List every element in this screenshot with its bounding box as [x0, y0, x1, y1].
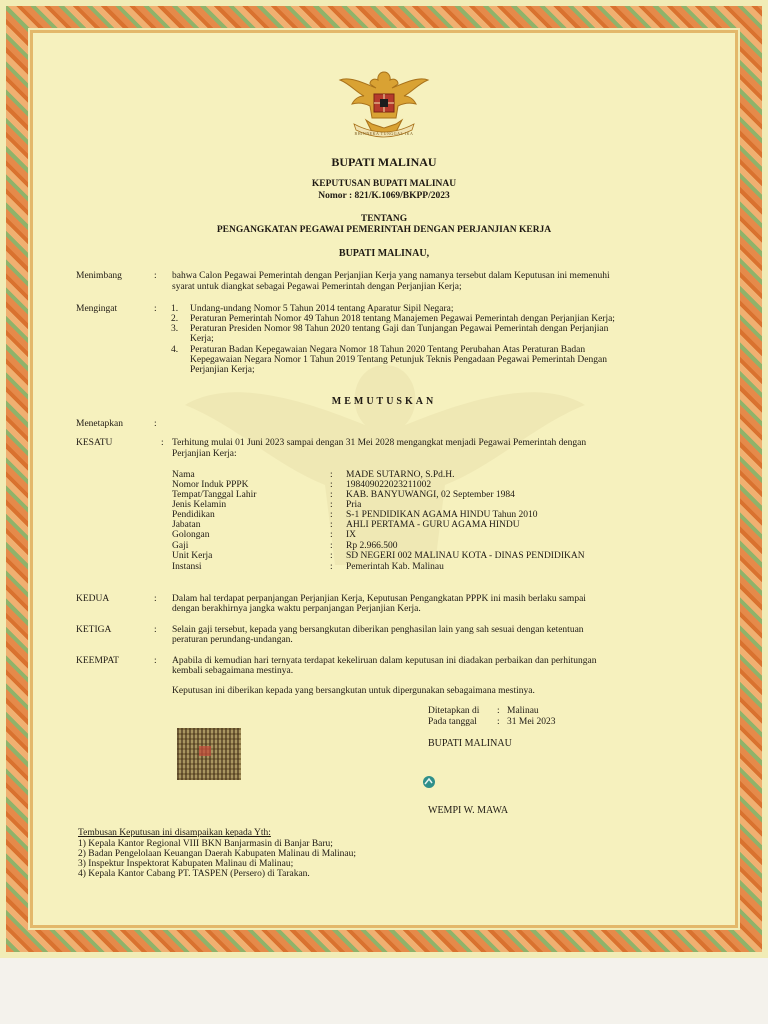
detail-value: Pria — [346, 500, 362, 510]
ketiga-line-1: Selain gaji tersebut, kepada yang bersangkutan diberikan penghasilan lain yang sah sesuai dengan ketentuan — [172, 625, 584, 635]
mengingat-item-line: Kepegawaian Negara Nomor 1 Tahun 2019 Tentang Petunjuk Teknis Pengadaan Pegawai Pemerintah Dengan — [190, 355, 607, 365]
detail-colon: : — [330, 490, 333, 500]
mengingat-item-number: 2. — [171, 314, 179, 324]
mengingat-item-line: Perjanjian Kerja; — [190, 365, 255, 375]
signatory-title: BUPATI MALINAU — [428, 738, 512, 749]
menetapkan-colon: : — [154, 419, 157, 429]
detail-colon: : — [330, 562, 333, 572]
decree-number: Nomor : 821/K.1069/BKPP/2023 — [318, 191, 450, 201]
about-heading: TENTANG — [360, 214, 408, 224]
menimbang-line-1: bahwa Calon Pegawai Pemerintah dengan Perjanjian Kerja yang namanya tersebut dalam Keputusan ini memenuhi — [172, 271, 610, 281]
kesatu-label: KESATU — [76, 438, 113, 448]
detail-value: KAB. BANYUWANGI, 02 September 1984 — [346, 490, 515, 500]
mengingat-item-line: Peraturan Presiden Nomor 98 Tahun 2020 tentang Gaji dan Tunjangan Pegawai Pemerintah dengan Perjanjian — [190, 324, 609, 334]
kedua-colon: : — [154, 594, 157, 604]
tembusan-item: 4) Kepala Kantor Cabang PT. TASPEN (Persero) di Tarakan. — [78, 869, 310, 879]
electronic-signature-icon — [420, 774, 438, 790]
menimbang-colon: : — [154, 271, 157, 281]
detail-label: Tempat/Tanggal Lahir — [172, 490, 257, 500]
detail-label: Instansi — [172, 562, 202, 572]
detail-colon: : — [330, 530, 333, 540]
mengingat-item-line: Kerja; — [190, 334, 214, 344]
detail-colon: : — [330, 470, 333, 480]
emblem-motto: BHINNEKA TUNGGAL IKA — [354, 131, 414, 136]
authority-title: BUPATI MALINAU — [331, 155, 437, 169]
menimbang-line-2: syarat untuk diangkat sebagai Pegawai Pemerintah dengan Perjanjian Kerja; — [172, 282, 462, 292]
menimbang-label: Menimbang — [76, 271, 122, 281]
tembusan-item: 2) Badan Pengelolaan Keuangan Daerah Kabupaten Malinau di Malinau; — [78, 849, 357, 859]
detail-value: SD NEGERI 002 MALINAU KOTA - DINAS PENDIDIKAN — [346, 551, 585, 561]
kedua-line-1: Dalam hal terdapat perpanjangan Perjanjian Kerja, Keputusan Pengangkatan PPPK ini masih berlaku sampai — [172, 594, 586, 604]
decree-title: KEPUTUSAN BUPATI MALINAU — [311, 179, 457, 189]
detail-value: IX — [346, 530, 357, 540]
detail-colon: : — [330, 480, 333, 490]
tembusan-item: 1) Kepala Kantor Regional VIII BKN Banjarmasin di Banjar Baru; — [78, 839, 333, 849]
detail-value: Pemerintah Kab. Malinau — [346, 562, 444, 572]
detail-value: MADE SUTARNO, S.Pd.H. — [346, 470, 455, 480]
detail-colon: : — [330, 520, 333, 530]
mengingat-label: Mengingat — [76, 304, 118, 314]
detail-colon: : — [330, 541, 333, 551]
mengingat-colon: : — [154, 304, 157, 314]
date-value: 31 Mei 2023 — [507, 717, 556, 727]
kesatu-line-1: Terhitung mulai 01 Juni 2023 sampai dengan 31 Mei 2028 mengangkat menjadi Pegawai Pemerintah dengan — [172, 438, 587, 448]
issuer-heading: BUPATI MALINAU, — [338, 248, 430, 259]
ketiga-line-2: peraturan perundang-undangan. — [172, 635, 293, 645]
detail-label: Jabatan — [172, 520, 201, 530]
detail-value: S-1 PENDIDIKAN AGAMA HINDU Tahun 2010 — [346, 510, 538, 520]
kesatu-colon: : — [161, 438, 164, 448]
detail-label: Nomor Induk PPPK — [172, 480, 249, 490]
detail-colon: : — [330, 551, 333, 561]
detail-label: Nama — [172, 470, 195, 480]
date-label: Pada tanggal — [428, 717, 477, 727]
closing-statement: Keputusan ini diberikan kepada yang bersangkutan untuk dipergunakan sebagaimana mestinya. — [172, 686, 535, 696]
signatory-name: WEMPI W. MAWA — [428, 805, 509, 816]
detail-colon: : — [330, 500, 333, 510]
detail-label: Jenis Kelamin — [172, 500, 227, 510]
mengingat-item-number: 3. — [171, 324, 179, 334]
detail-value: AHLI PERTAMA - GURU AGAMA HINDU — [346, 520, 520, 530]
detail-value: Rp 2.966.500 — [346, 541, 398, 551]
kedua-line-2: dengan berakhirnya jangka waktu perpanjangan Perjanjian Kerja. — [172, 604, 421, 614]
keempat-colon: : — [154, 656, 157, 666]
keempat-label: KEEMPAT — [76, 656, 119, 666]
place-colon: : — [497, 706, 500, 716]
place-label: Ditetapkan di — [428, 706, 480, 716]
mengingat-item-line: Peraturan Pemerintah Nomor 49 Tahun 2018 tentang Manajemen Pegawai Pemerintah dengan Perjanjian Kerja; — [190, 314, 615, 324]
detail-label: Golongan — [172, 530, 210, 540]
detail-label: Gaji — [172, 541, 189, 551]
date-colon: : — [497, 717, 500, 727]
detail-label: Pendidikan — [172, 510, 215, 520]
memutuskan-heading: MEMUTUSKAN — [331, 396, 437, 407]
detail-label: Unit Kerja — [172, 551, 213, 561]
place-value: Malinau — [507, 706, 539, 716]
mengingat-item-line: Undang-undang Nomor 5 Tahun 2014 tentang Aparatur Sipil Negara; — [190, 304, 454, 314]
mengingat-item-line: Peraturan Badan Kepegawaian Negara Nomor 18 Tahun 2020 Tentang Perubahan Atas Peraturan Badan — [190, 345, 586, 355]
detail-value: 198409022023211002 — [346, 480, 432, 490]
decree-subject: PENGANGKATAN PEGAWAI PEMERINTAH DENGAN PERJANJIAN KERJA — [216, 225, 552, 235]
keempat-line-2: kembali sebagaimana mestinya. — [172, 666, 294, 676]
tembusan-item: 3) Inspektur Inspektorat Kabupaten Malinau di Malinau; — [78, 859, 294, 869]
keempat-line-1: Apabila di kemudian hari ternyata terdapat kekeliruan dalam keputusan ini diadakan perbaikan dan perhitungan — [172, 656, 597, 666]
kedua-label: KEDUA — [76, 594, 110, 604]
mengingat-item-number: 1. — [171, 304, 179, 314]
ketiga-colon: : — [154, 625, 157, 635]
tembusan-heading: Tembusan Keputusan ini disampaikan kepada Yth: — [78, 828, 271, 838]
garuda-emblem-icon — [336, 62, 432, 142]
detail-colon: : — [330, 510, 333, 520]
menetapkan-label: Menetapkan — [76, 419, 123, 429]
kesatu-line-2: Perjanjian Kerja: — [172, 449, 237, 459]
qr-code-icon — [177, 728, 241, 780]
mengingat-item-number: 4. — [171, 345, 179, 355]
ketiga-label: KETIGA — [76, 625, 112, 635]
